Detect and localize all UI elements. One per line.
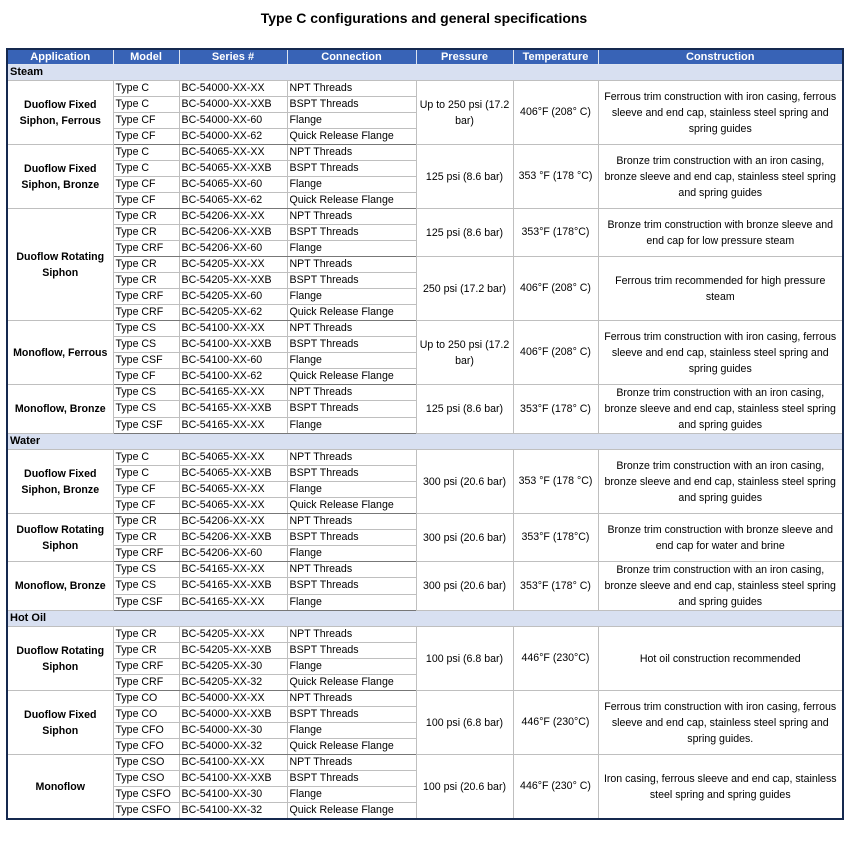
temperature-cell: 353 °F (178 °C) [513,145,598,209]
temperature-cell: 406°F (208° C) [513,257,598,321]
model-cell: Type C [113,466,179,482]
category-row [7,434,843,450]
connection-cell: NPT Threads [287,145,416,161]
series-cell: BC-54065-XX-62 [179,193,287,209]
model-cell: Type CR [113,257,179,273]
model-cell: Type CSO [113,771,179,787]
pressure-cell: 300 psi (20.6 bar) [416,450,513,514]
category-label: Water [7,434,843,450]
series-cell: BC-54065-XX-XX [179,450,287,466]
connection-cell: NPT Threads [287,81,416,97]
application-cell: Monoflow [7,755,113,820]
temperature-cell: 446°F (230°C) [513,691,598,755]
pressure-cell: 300 psi (20.6 bar) [416,562,513,611]
temperature-cell: 353°F (178° C) [513,562,598,611]
series-cell: BC-54100-XX-62 [179,369,287,385]
series-cell: BC-54000-XX-XXB [179,707,287,723]
model-cell: Type CS [113,401,179,417]
connection-cell: Flange [287,177,416,193]
series-cell: BC-54100-XX-XX [179,321,287,337]
model-cell: Type CRF [113,546,179,562]
series-cell: BC-54065-XX-XX [179,145,287,161]
application-cell: Monoflow, Ferrous [7,321,113,385]
series-cell: BC-54206-XX-XXB [179,225,287,241]
series-cell: BC-54165-XX-XX [179,562,287,578]
connection-cell: BSPT Threads [287,161,416,177]
connection-cell: Quick Release Flange [287,305,416,321]
series-cell: BC-54165-XX-XX [179,385,287,401]
connection-cell: Quick Release Flange [287,803,416,820]
construction-cell: Ferrous trim construction with iron casing, ferrous sleeve and end cap, stainless steel spring and spring guides [598,81,843,145]
model-cell: Type CO [113,707,179,723]
connection-cell: Flange [287,659,416,675]
pressure-cell: 100 psi (6.8 bar) [416,691,513,755]
series-cell: BC-54100-XX-XX [179,755,287,771]
model-cell: Type CS [113,578,179,594]
connection-cell: Flange [287,787,416,803]
temperature-cell: 406°F (208° C) [513,321,598,385]
connection-cell: Quick Release Flange [287,193,416,209]
connection-cell: Flange [287,723,416,739]
series-cell: BC-54165-XX-XXB [179,578,287,594]
model-cell: Type CR [113,273,179,289]
construction-cell: Bronze trim construction with an iron casing, bronze sleeve and end cap, stainless steel spring and spring guides [598,450,843,514]
model-cell: Type C [113,161,179,177]
model-cell: Type CSF [113,594,179,610]
series-cell: BC-54205-XX-XX [179,627,287,643]
model-cell: Type CRF [113,675,179,691]
series-cell: BC-54100-XX-XXB [179,771,287,787]
connection-cell: BSPT Threads [287,273,416,289]
series-cell: BC-54000-XX-XXB [179,97,287,113]
table-row [7,145,843,161]
col-header-connection: Connection [287,49,416,65]
construction-cell: Ferrous trim construction with iron casing, ferrous sleeve and end cap, stainless steel spring and spring guides [598,321,843,385]
model-cell: Type CRF [113,289,179,305]
connection-cell: NPT Threads [287,450,416,466]
pressure-cell: 125 psi (8.6 bar) [416,209,513,257]
construction-cell: Iron casing, ferrous sleeve and end cap, stainless steel spring and spring guides [598,755,843,820]
connection-cell: NPT Threads [287,562,416,578]
connection-cell: NPT Threads [287,209,416,225]
col-header-construction: Construction [598,49,843,65]
model-cell: Type CSFO [113,787,179,803]
construction-cell: Ferrous trim recommended for high pressure steam [598,257,843,321]
model-cell: Type CFO [113,723,179,739]
model-cell: Type CS [113,337,179,353]
connection-cell: Flange [287,482,416,498]
temperature-cell: 353°F (178°C) [513,209,598,257]
table-row [7,627,843,643]
connection-cell: BSPT Threads [287,771,416,787]
connection-cell: NPT Threads [287,385,416,401]
temperature-cell: 353°F (178°C) [513,514,598,562]
connection-cell: Flange [287,594,416,610]
table-row [7,450,843,466]
connection-cell: NPT Threads [287,257,416,273]
application-cell: Duoflow Rotating Siphon [7,627,113,691]
model-cell: Type CFO [113,739,179,755]
temperature-cell: 406°F (208° C) [513,81,598,145]
series-cell: BC-54205-XX-62 [179,305,287,321]
model-cell: Type CSF [113,353,179,369]
series-cell: BC-54205-XX-30 [179,659,287,675]
connection-cell: Flange [287,289,416,305]
series-cell: BC-54000-XX-XX [179,81,287,97]
col-header-temperature: Temperature [513,49,598,65]
construction-cell: Hot oil construction recommended [598,627,843,691]
connection-cell: BSPT Threads [287,401,416,417]
connection-cell: BSPT Threads [287,707,416,723]
table-row [7,755,843,771]
table-row [7,321,843,337]
model-cell: Type CF [113,193,179,209]
connection-cell: Quick Release Flange [287,129,416,145]
model-cell: Type C [113,97,179,113]
spec-table [6,48,844,820]
construction-cell: Bronze trim construction with bronze sleeve and end cap for low pressure steam [598,209,843,257]
header-row [7,49,843,65]
table-row [7,562,843,578]
pressure-cell: Up to 250 psi (17.2 bar) [416,321,513,385]
series-cell: BC-54000-XX-60 [179,113,287,129]
table-row [7,209,843,225]
series-cell: BC-54165-XX-XX [179,594,287,610]
model-cell: Type CRF [113,305,179,321]
col-header-model: Model [113,49,179,65]
series-cell: BC-54000-XX-30 [179,723,287,739]
model-cell: Type CF [113,129,179,145]
model-cell: Type CR [113,627,179,643]
model-cell: Type CSFO [113,803,179,820]
connection-cell: NPT Threads [287,755,416,771]
model-cell: Type CF [113,369,179,385]
connection-cell: Quick Release Flange [287,739,416,755]
category-row [7,65,843,81]
application-cell: Duoflow Fixed Siphon [7,691,113,755]
construction-cell: Bronze trim construction with an iron casing, bronze sleeve and end cap, stainless steel spring and spring guides [598,385,843,434]
series-cell: BC-54165-XX-XXB [179,401,287,417]
category-row [7,611,843,627]
series-cell: BC-54206-XX-60 [179,241,287,257]
model-cell: Type CF [113,113,179,129]
construction-cell: Bronze trim construction with an iron casing, bronze sleeve and end cap, stainless steel spring and spring guides [598,145,843,209]
series-cell: BC-54065-XX-60 [179,177,287,193]
table-row [7,81,843,97]
table-row [7,691,843,707]
application-cell: Monoflow, Bronze [7,385,113,434]
application-cell: Duoflow Rotating Siphon [7,514,113,562]
series-cell: BC-54065-XX-XX [179,498,287,514]
model-cell: Type CS [113,321,179,337]
connection-cell: NPT Threads [287,627,416,643]
connection-cell: BSPT Threads [287,578,416,594]
connection-cell: NPT Threads [287,691,416,707]
model-cell: Type CSF [113,417,179,433]
application-cell: Monoflow, Bronze [7,562,113,611]
category-label: Steam [7,65,843,81]
series-cell: BC-54000-XX-62 [179,129,287,145]
model-cell: Type CRF [113,241,179,257]
series-cell: BC-54100-XX-32 [179,803,287,820]
series-cell: BC-54000-XX-32 [179,739,287,755]
connection-cell: Quick Release Flange [287,369,416,385]
temperature-cell: 446°F (230° C) [513,755,598,820]
series-cell: BC-54065-XX-XXB [179,161,287,177]
pressure-cell: 250 psi (17.2 bar) [416,257,513,321]
application-cell: Duoflow Fixed Siphon, Bronze [7,450,113,514]
model-cell: Type CO [113,691,179,707]
connection-cell: BSPT Threads [287,530,416,546]
pressure-cell: 300 psi (20.6 bar) [416,514,513,562]
model-cell: Type CR [113,514,179,530]
series-cell: BC-54100-XX-60 [179,353,287,369]
series-cell: BC-54205-XX-XX [179,257,287,273]
model-cell: Type C [113,145,179,161]
connection-cell: BSPT Threads [287,337,416,353]
table-row [7,257,843,273]
model-cell: Type CF [113,498,179,514]
application-cell: Duoflow Fixed Siphon, Bronze [7,145,113,209]
construction-cell: Bronze trim construction with bronze sleeve and end cap for water and brine [598,514,843,562]
connection-cell: NPT Threads [287,514,416,530]
model-cell: Type CR [113,643,179,659]
connection-cell: BSPT Threads [287,466,416,482]
application-cell: Duoflow Rotating Siphon [7,209,113,321]
temperature-cell: 353 °F (178 °C) [513,450,598,514]
col-header-series: Series # [179,49,287,65]
series-cell: BC-54205-XX-XXB [179,273,287,289]
connection-cell: Quick Release Flange [287,675,416,691]
col-header-application: Application [7,49,113,65]
model-cell: Type CF [113,482,179,498]
connection-cell: BSPT Threads [287,643,416,659]
model-cell: Type CS [113,385,179,401]
connection-cell: BSPT Threads [287,97,416,113]
construction-cell: Ferrous trim construction with iron casing, ferrous sleeve and end cap, stainless steel spring and spring guides. [598,691,843,755]
series-cell: BC-54206-XX-XX [179,514,287,530]
table-row [7,514,843,530]
connection-cell: Flange [287,417,416,433]
connection-cell: NPT Threads [287,321,416,337]
application-cell: Duoflow Fixed Siphon, Ferrous [7,81,113,145]
connection-cell: BSPT Threads [287,225,416,241]
col-header-pressure: Pressure [416,49,513,65]
model-cell: Type CS [113,562,179,578]
model-cell: Type CR [113,209,179,225]
model-cell: Type CRF [113,659,179,675]
series-cell: BC-54100-XX-XXB [179,337,287,353]
model-cell: Type CSO [113,755,179,771]
series-cell: BC-54205-XX-XXB [179,643,287,659]
pressure-cell: 100 psi (20.6 bar) [416,755,513,820]
series-cell: BC-54206-XX-XXB [179,530,287,546]
temperature-cell: 353°F (178° C) [513,385,598,434]
page-title: Type C configurations and general specifications [260,10,588,26]
pressure-cell: Up to 250 psi (17.2 bar) [416,81,513,145]
pressure-cell: 125 psi (8.6 bar) [416,145,513,209]
connection-cell: Quick Release Flange [287,498,416,514]
series-cell: BC-54206-XX-XX [179,209,287,225]
connection-cell: Flange [287,546,416,562]
construction-cell: Bronze trim construction with an iron casing, bronze sleeve and end cap, stainless steel spring and spring guides [598,562,843,611]
category-label: Hot Oil [7,611,843,627]
connection-cell: Flange [287,241,416,257]
series-cell: BC-54000-XX-XX [179,691,287,707]
connection-cell: Flange [287,353,416,369]
model-cell: Type C [113,450,179,466]
series-cell: BC-54205-XX-32 [179,675,287,691]
series-cell: BC-54100-XX-30 [179,787,287,803]
series-cell: BC-54065-XX-XXB [179,466,287,482]
model-cell: Type CF [113,177,179,193]
series-cell: BC-54165-XX-XX [179,417,287,433]
temperature-cell: 446°F (230°C) [513,627,598,691]
model-cell: Type CR [113,225,179,241]
series-cell: BC-54206-XX-60 [179,546,287,562]
table-row [7,385,843,401]
pressure-cell: 100 psi (6.8 bar) [416,627,513,691]
series-cell: BC-54205-XX-60 [179,289,287,305]
connection-cell: Flange [287,113,416,129]
model-cell: Type CR [113,530,179,546]
model-cell: Type C [113,81,179,97]
pressure-cell: 125 psi (8.6 bar) [416,385,513,434]
series-cell: BC-54065-XX-XX [179,482,287,498]
